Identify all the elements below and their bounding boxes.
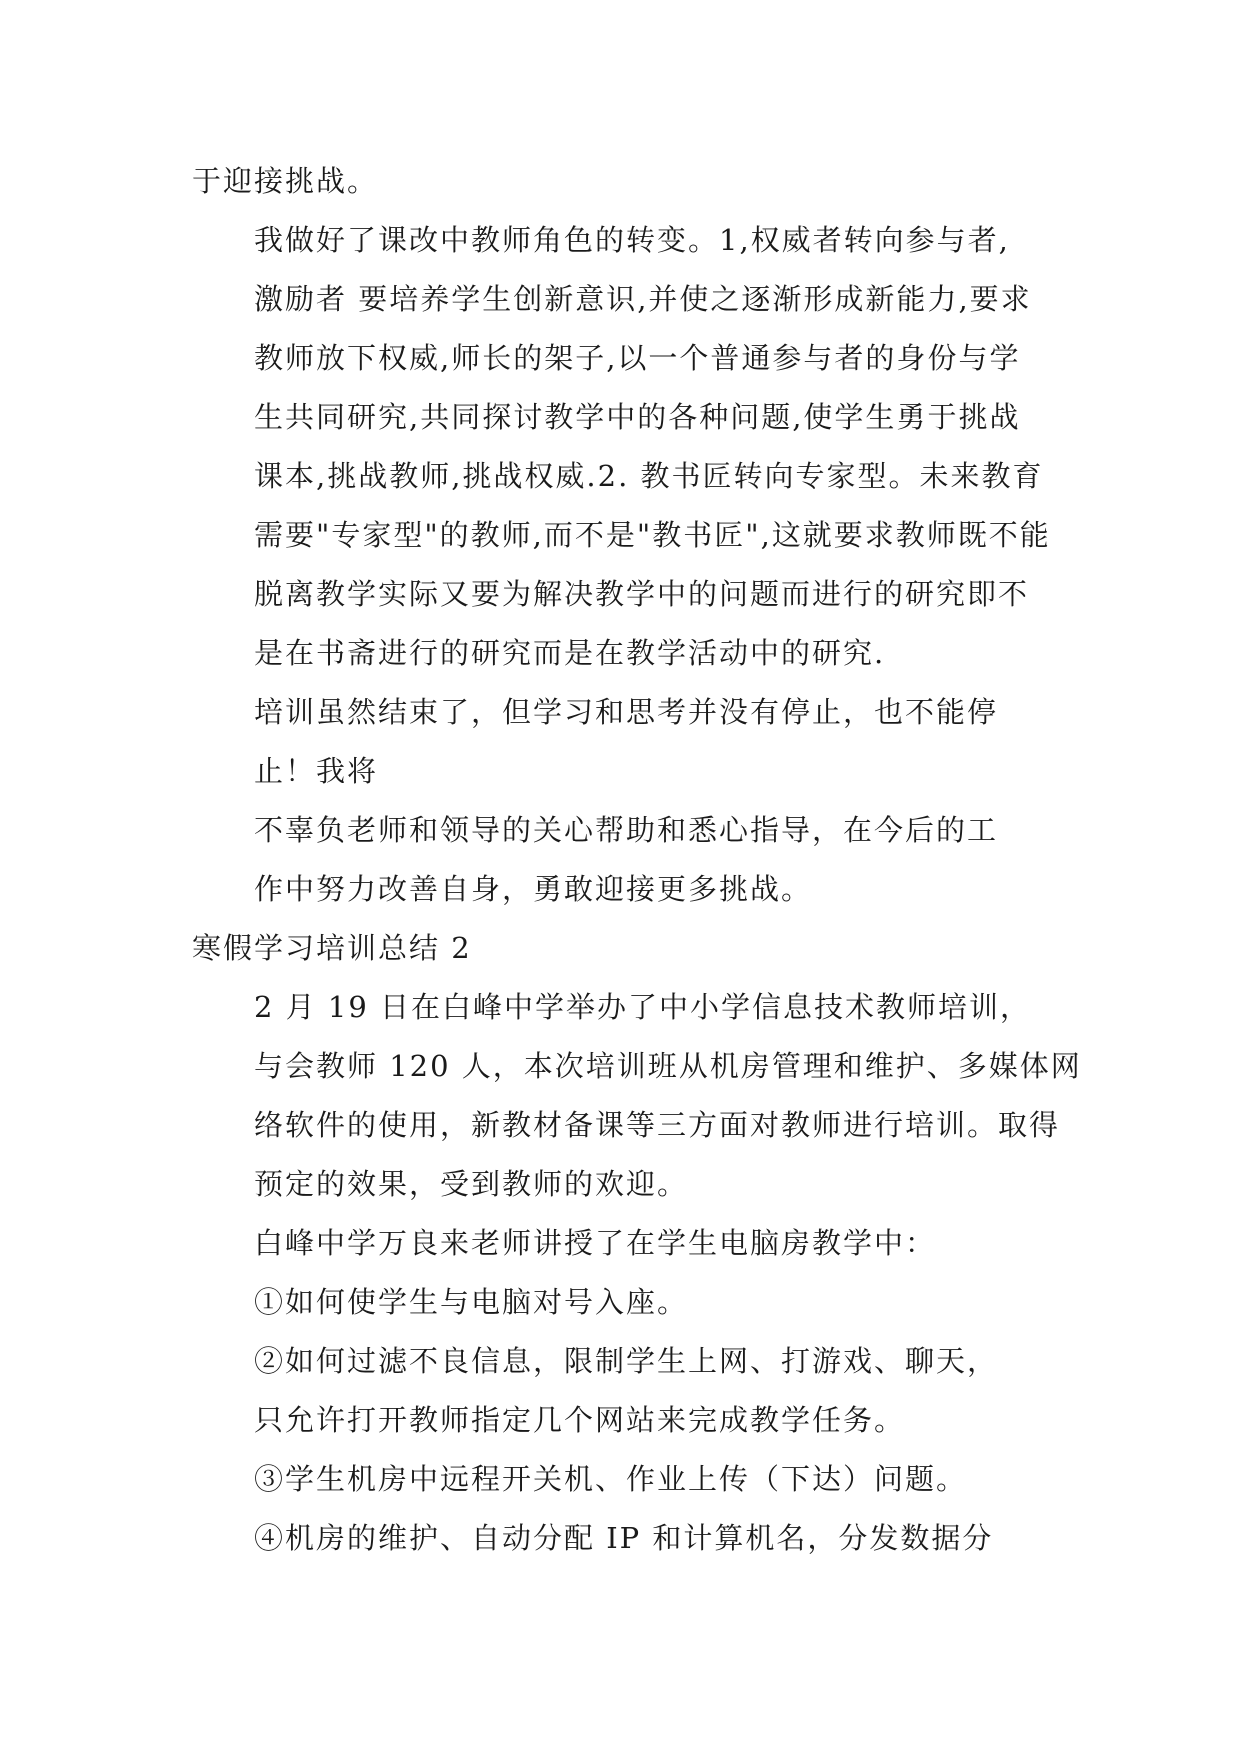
paragraph — [192, 1214, 1050, 1273]
paragraph — [192, 1509, 1050, 1568]
text-line: 寒假学习培训总结 2 — [192, 931, 472, 965]
text-line: 培训虽然结束了，但学习和思考并没有停止，也不能停 — [254, 695, 999, 729]
text-line: 2 月 19 日在白峰中学举办了中小学信息技术教师培训， — [254, 990, 1032, 1024]
text-line: 只允许打开教师指定几个网站来完成教学任务。 — [254, 1403, 906, 1437]
text-line: 于迎接挑战。 — [192, 164, 379, 198]
text-line: ④机房的维护、自动分配 IP 和计算机名，分发数据分 — [254, 1521, 994, 1555]
document-body — [192, 152, 1082, 1568]
text-line: 作中努力改善自身，勇敢迎接更多挑战。 — [254, 872, 813, 906]
text-line: 络软件的使用，新教材备课等三方面对教师进行培训。取得 — [254, 1108, 1061, 1142]
paragraph — [192, 211, 1050, 683]
paragraph — [192, 1450, 1050, 1509]
text-line: ③学生机房中远程开关机、作业上传（下达）问题。 — [254, 1462, 968, 1496]
text-line: 我做好了课改中教师角色的转变。1,权威者转向参与者, — [254, 223, 1010, 257]
paragraph — [192, 801, 1050, 919]
text-line: 激励者 要培养学生创新意识,并使之逐渐形成新能力,要求 — [254, 282, 1032, 316]
text-line: 预定的效果，受到教师的欢迎。 — [254, 1167, 689, 1201]
text-line: ①如何使学生与电脑对号入座。 — [254, 1285, 689, 1319]
paragraph — [192, 152, 1050, 211]
text-line: 止！我将 — [254, 754, 379, 788]
section-heading — [192, 919, 1050, 978]
text-line: 生共同研究,共同探讨教学中的各种问题,使学生勇于挑战 — [254, 400, 1021, 434]
text-line: 脱离教学实际又要为解决教学中的问题而进行的研究即不 — [254, 577, 1030, 611]
text-line: ②如何过滤不良信息，限制学生上网、打游戏、聊天， — [254, 1344, 999, 1378]
text-line: 需要"专家型"的教师,而不是"教书匠",这就要求教师既不能 — [254, 518, 1051, 552]
text-line: 是在书斋进行的研究而是在教学活动中的研究. — [254, 636, 886, 670]
text-line: 白峰中学万良来老师讲授了在学生电脑房教学中： — [254, 1226, 937, 1260]
paragraph — [192, 1332, 1050, 1450]
paragraph — [192, 1273, 1050, 1332]
paragraph — [192, 978, 1082, 1214]
paragraph — [192, 683, 1050, 801]
text-line: 不辜负老师和领导的关心帮助和悉心指导，在今后的工 — [254, 813, 999, 847]
text-line: 课本,挑战教师,挑战权威.2. 教书匠转向专家型。未来教育 — [254, 459, 1044, 493]
text-line: 教师放下权威,师长的架子,以一个普通参与者的身份与学 — [254, 341, 1021, 375]
text-line: 与会教师 120 人，本次培训班从机房管理和维护、多媒体网 — [254, 1049, 1082, 1083]
